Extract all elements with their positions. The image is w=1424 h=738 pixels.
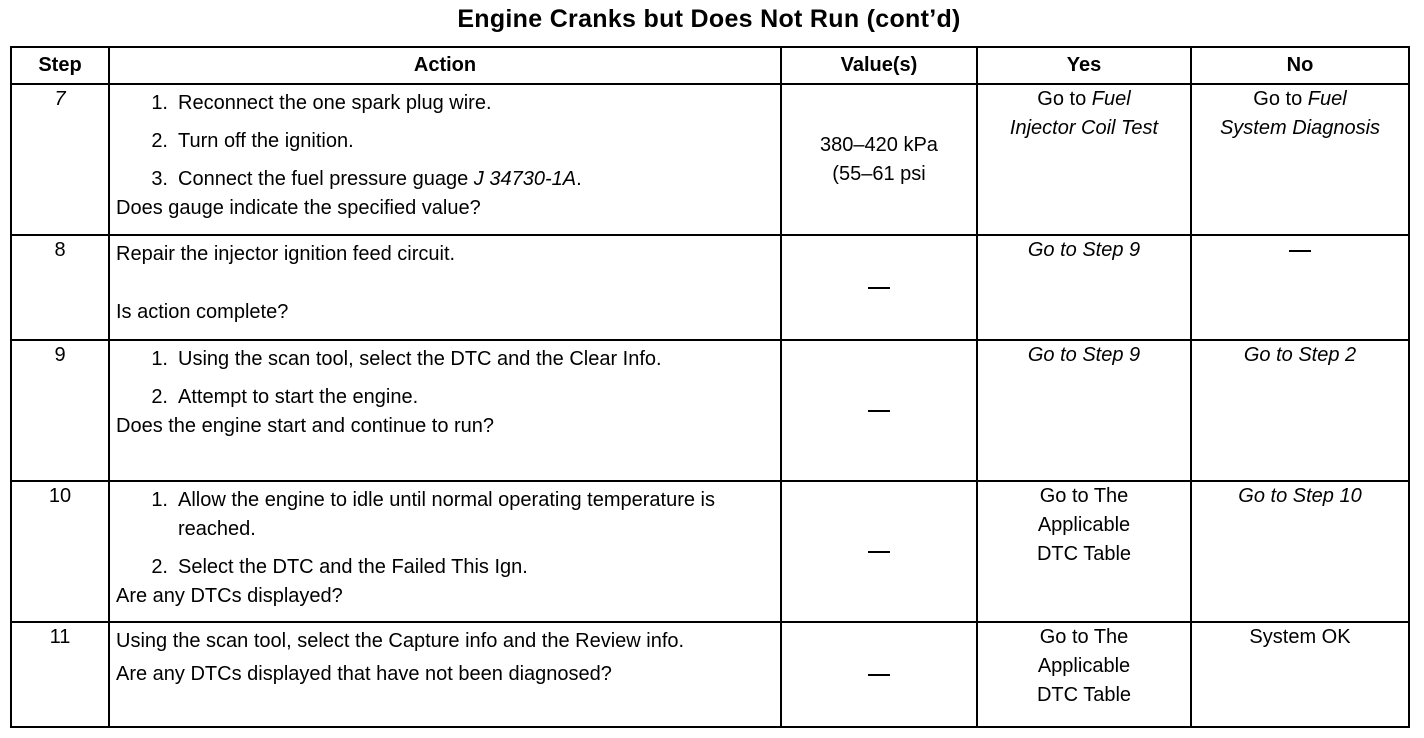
value-cell: 380–420 kPa (55–61 psi xyxy=(781,84,977,235)
header-no: No xyxy=(1191,47,1409,84)
no-cell xyxy=(1191,235,1409,340)
action-item: 2. Select the DTC and the Failed This Ign. xyxy=(151,556,528,578)
action-cell xyxy=(109,340,781,481)
action-question: Does gauge indicate the specified value? xyxy=(116,197,481,219)
yes-cell: Go to Fuel Injector Coil Test xyxy=(977,84,1191,235)
value-cell xyxy=(781,622,977,727)
step-number: 10 xyxy=(11,481,109,622)
action-question: Is action complete? xyxy=(116,301,289,323)
dash-mark xyxy=(868,410,890,412)
action-item: 1. Allow the engine to idle until normal operating temperature is reached. xyxy=(151,489,715,540)
yes-cell: Go to Step 9 xyxy=(977,340,1191,481)
no-cell: System OK xyxy=(1191,622,1409,727)
no-cell: Go to Step 2 xyxy=(1191,340,1409,481)
no-cell: Go to Fuel System Diagnosis xyxy=(1191,84,1409,235)
tool-reference: J 34730-1A xyxy=(473,168,577,190)
step-number: 7 xyxy=(11,84,109,235)
diagnostic-table xyxy=(10,46,1410,728)
dash-mark xyxy=(1289,250,1311,252)
value-cell xyxy=(781,235,977,340)
yes-cell: Go to Step 9 xyxy=(977,235,1191,340)
dash-mark xyxy=(868,287,890,289)
action-item: 1. Using the scan tool, select the DTC and the Clear Info. xyxy=(151,348,662,370)
step-number: 8 xyxy=(11,235,109,340)
action-cell: Using the scan tool, select the Capture info and the Review info. Are any DTCs displayed that have not been diagnosed? xyxy=(109,622,781,727)
header-values: Value(s) xyxy=(781,47,977,84)
yes-cell: Go to The Applicable DTC Table xyxy=(977,481,1191,622)
action-item: 3. Connect the fuel pressure guage J 34730-1A. xyxy=(151,168,582,190)
action-cell xyxy=(109,481,781,622)
no-cell: Go to Step 10 xyxy=(1191,481,1409,622)
value-cell xyxy=(781,340,977,481)
header-action: Action xyxy=(109,47,781,84)
action-cell xyxy=(109,84,781,235)
action-question: Are any DTCs displayed that have not been diagnosed? xyxy=(116,663,612,685)
page-title: Engine Cranks but Does Not Run (cont’d) xyxy=(457,5,961,33)
step-number: 9 xyxy=(11,340,109,481)
action-cell: Repair the injector ignition feed circuit. Is action complete? xyxy=(109,235,781,340)
dash-mark xyxy=(868,674,890,676)
action-item: 2. Attempt to start the engine. xyxy=(151,386,419,408)
table-row-step-10 xyxy=(11,481,1409,622)
action-question: Are any DTCs displayed? xyxy=(116,585,343,607)
table-header-row xyxy=(11,47,1409,84)
header-yes: Yes xyxy=(977,47,1191,84)
table-row-step-9 xyxy=(11,340,1409,481)
action-question: Does the engine start and continue to run? xyxy=(116,415,495,437)
table-row-step-11 xyxy=(11,622,1409,727)
yes-cell: Go to The Applicable DTC Table xyxy=(977,622,1191,727)
dash-mark xyxy=(868,551,890,553)
action-item: 1. Reconnect the one spark plug wire. xyxy=(151,92,492,114)
header-step: Step xyxy=(11,47,109,84)
table-row-step-8 xyxy=(11,235,1409,340)
step-number: 11 xyxy=(11,622,109,727)
value-cell xyxy=(781,481,977,622)
table-row-step-7 xyxy=(11,84,1409,235)
action-item: 2. Turn off the ignition. xyxy=(151,130,354,152)
